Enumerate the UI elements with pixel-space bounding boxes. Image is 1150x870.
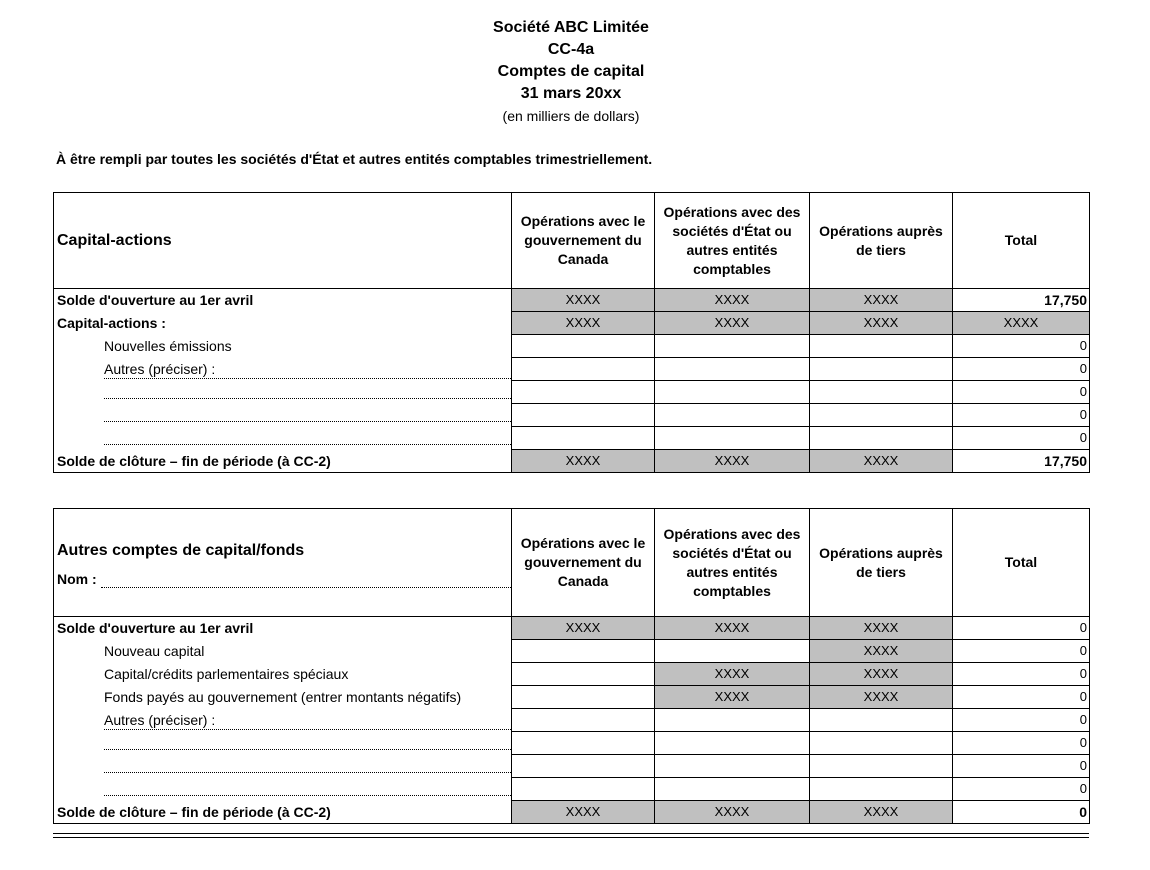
row-label: Capital/crédits parlementaires spéciaux [54, 663, 512, 686]
cell-gov: XXXX [512, 312, 655, 335]
table-row [54, 709, 1090, 732]
table-row [54, 755, 1090, 778]
cell-gov-input[interactable] [512, 335, 655, 358]
cell-crown-input[interactable] [655, 778, 810, 801]
cell-third: XXXX [810, 686, 953, 709]
cell-gov-input[interactable] [512, 358, 655, 381]
table-row [54, 358, 1090, 381]
cell-gov-input[interactable] [512, 427, 655, 450]
cell-third-input[interactable] [810, 778, 953, 801]
col-header-third: Opérations auprès de tiers [810, 193, 953, 289]
report-unit: (en milliers de dollars) [502, 108, 640, 124]
cell-total: 0 [953, 663, 1090, 686]
cell-total: 0 [953, 686, 1090, 709]
specify-line[interactable] [104, 779, 511, 796]
form-code: CC-4a [547, 41, 595, 58]
cell-crown-input[interactable] [655, 709, 810, 732]
row-label: Solde d'ouverture au 1er avril [54, 617, 512, 640]
cell-total: 0 [953, 778, 1090, 801]
cell-third-input[interactable] [810, 732, 953, 755]
row-label: Fonds payés au gouvernement (entrer montants négatifs) [54, 686, 512, 709]
row-label: Nouvelles émissions [54, 335, 512, 358]
cell-crown-input[interactable] [655, 335, 810, 358]
report-title: Comptes de capital [497, 63, 645, 80]
cell-crown: XXXX [655, 312, 810, 335]
cell-total: 0 [953, 755, 1090, 778]
nom-input[interactable] [101, 573, 511, 588]
specify-line[interactable] [104, 382, 511, 399]
table-row [54, 335, 1090, 358]
cell-gov-input[interactable] [512, 404, 655, 427]
row-label: Nouveau capital [54, 640, 512, 663]
table-row [54, 450, 1090, 473]
cell-gov: XXXX [512, 617, 655, 640]
report-header [0, 17, 1142, 126]
row-label-cell [54, 732, 512, 755]
cell-third-input[interactable] [810, 381, 953, 404]
table-title: Capital-actions [54, 193, 512, 289]
row-label: Solde d'ouverture au 1er avril [54, 289, 512, 312]
cell-crown: XXXX [655, 663, 810, 686]
cell-gov-input[interactable] [512, 640, 655, 663]
cell-crown: XXXX [655, 450, 810, 473]
row-label-cell [54, 358, 512, 381]
cell-gov-input[interactable] [512, 709, 655, 732]
row-label: Solde de clôture – fin de période (à CC-2) [54, 450, 512, 473]
table-row [54, 801, 1090, 824]
table-row [54, 732, 1090, 755]
table-row [54, 778, 1090, 801]
cell-third-input[interactable] [810, 358, 953, 381]
cell-third-input[interactable] [810, 427, 953, 450]
table-row [54, 686, 1090, 709]
cell-third-input[interactable] [810, 709, 953, 732]
cell-third: XXXX [810, 617, 953, 640]
row-label-cell [54, 404, 512, 427]
table-title: Autres comptes de capital/fonds [57, 541, 305, 559]
cell-total: 0 [953, 640, 1090, 663]
cell-gov-input[interactable] [512, 663, 655, 686]
row-label-cell [54, 755, 512, 778]
nom-label: Nom : [57, 570, 97, 587]
cell-total: 0 [953, 709, 1090, 732]
table-row [54, 640, 1090, 663]
cell-gov: XXXX [512, 450, 655, 473]
table-row [54, 427, 1090, 450]
cell-crown-input[interactable] [655, 358, 810, 381]
col-header-third: Opérations auprès de tiers [810, 509, 953, 617]
cell-crown-input[interactable] [655, 732, 810, 755]
row-label: Capital-actions : [54, 312, 512, 335]
col-header-gov: Opérations avec le gouvernement du Canada [512, 509, 655, 617]
col-header-crown: Opérations avec des sociétés d'État ou autres entités comptables [655, 509, 810, 617]
row-label-cell [54, 778, 512, 801]
row-label-cell [54, 381, 512, 404]
capital-actions-table [53, 192, 1090, 473]
bottom-double-rule [53, 833, 1089, 838]
cell-gov-input[interactable] [512, 381, 655, 404]
cell-crown-input[interactable] [655, 427, 810, 450]
cell-crown-input[interactable] [655, 404, 810, 427]
instruction-text: À être rempli par toutes les sociétés d'État et autres entités comptables trimestriellement. [56, 151, 653, 167]
row-label-cell [54, 709, 512, 732]
cell-third: XXXX [810, 312, 953, 335]
col-header-crown: Opérations avec des sociétés d'État ou autres entités comptables [655, 193, 810, 289]
cell-third: XXXX [810, 289, 953, 312]
cell-gov-input[interactable] [512, 755, 655, 778]
col-header-gov: Opérations avec le gouvernement du Canada [512, 193, 655, 289]
row-label: Solde de clôture – fin de période (à CC-2) [54, 801, 512, 824]
cell-gov-input[interactable] [512, 686, 655, 709]
table-row [54, 617, 1090, 640]
cell-third: XXXX [810, 663, 953, 686]
specify-line[interactable] [104, 428, 511, 445]
cell-third: XXXX [810, 801, 953, 824]
cell-total: 0 [953, 404, 1090, 427]
table-row [54, 663, 1090, 686]
cell-total: 0 [953, 358, 1090, 381]
cell-third-input[interactable] [810, 404, 953, 427]
cell-crown-input[interactable] [655, 755, 810, 778]
cell-third-input[interactable] [810, 755, 953, 778]
company-name: Société ABC Limitée [493, 19, 649, 36]
cell-crown: XXXX [655, 801, 810, 824]
other-capital-table [53, 508, 1090, 824]
table-row [54, 289, 1090, 312]
col-header-total: Total [953, 193, 1090, 289]
cell-crown-input[interactable] [655, 381, 810, 404]
cell-total: 17,750 [953, 289, 1090, 312]
cell-total: 0 [953, 427, 1090, 450]
cell-total: 0 [953, 381, 1090, 404]
specify-line[interactable] [104, 733, 511, 750]
cell-total: 0 [953, 335, 1090, 358]
cell-crown-input[interactable] [655, 640, 810, 663]
specify-line[interactable] [104, 756, 511, 773]
row-label[interactable]: Autres (préciser) : [104, 711, 511, 730]
cell-third: XXXX [810, 640, 953, 663]
cell-total: 0 [953, 617, 1090, 640]
table-row [54, 312, 1090, 335]
cell-third-input[interactable] [810, 335, 953, 358]
col-header-total: Total [953, 509, 1090, 617]
cell-gov: XXXX [512, 801, 655, 824]
cell-third: XXXX [810, 450, 953, 473]
cell-gov-input[interactable] [512, 778, 655, 801]
cell-crown: XXXX [655, 617, 810, 640]
cell-crown: XXXX [655, 686, 810, 709]
cell-total: 17,750 [953, 450, 1090, 473]
row-label-cell [54, 427, 512, 450]
row-label[interactable]: Autres (préciser) : [104, 360, 511, 379]
cell-gov: XXXX [512, 289, 655, 312]
cell-crown: XXXX [655, 289, 810, 312]
cell-total: 0 [953, 732, 1090, 755]
cell-total: XXXX [953, 312, 1090, 335]
table-row [54, 381, 1090, 404]
specify-line[interactable] [104, 405, 511, 422]
report-date: 31 mars 20xx [520, 85, 622, 102]
table-title-cell [54, 509, 512, 617]
cell-total: 0 [953, 801, 1090, 824]
table-row [54, 404, 1090, 427]
nom-row [57, 570, 511, 588]
cell-gov-input[interactable] [512, 732, 655, 755]
